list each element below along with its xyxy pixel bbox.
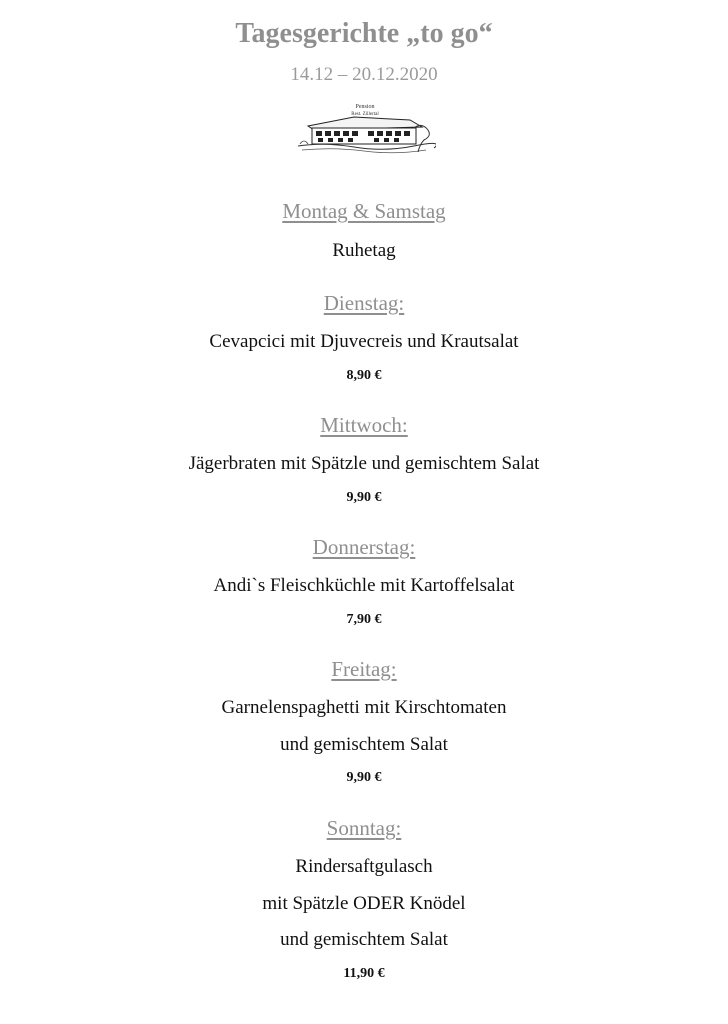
logo-text-line-2: Rest. Zillertal xyxy=(351,112,379,117)
day-heading-friday: Freitag: xyxy=(331,657,397,681)
price-sunday: 11,90 € xyxy=(343,966,385,981)
day-heading-thursday: Donnerstag: xyxy=(312,535,416,559)
date-range: 14.12 – 20.12.2020 xyxy=(290,64,438,85)
dish-line: und gemischtem Salat xyxy=(280,734,448,755)
day-heading-wednesday: Mittwoch: xyxy=(320,413,408,437)
day-heading-tuesday: Dienstag: xyxy=(323,291,405,315)
page-title: Tagesgerichte „to go“ xyxy=(235,18,493,49)
dish-line: Rindersaftgulasch xyxy=(295,856,433,877)
dish-line: Andi`s Fleischküchle mit Kartoffelsalat xyxy=(213,575,515,596)
price-friday: 9,90 € xyxy=(346,770,382,785)
price-tuesday: 8,90 € xyxy=(346,368,382,383)
restaurant-logo xyxy=(294,100,436,158)
price-wednesday: 9,90 € xyxy=(346,490,382,505)
dish-line: Ruhetag xyxy=(332,240,396,261)
dish-line: mit Spätzle ODER Knödel xyxy=(262,893,466,914)
dish-line: Garnelenspaghetti mit Kirschtomaten xyxy=(221,697,507,718)
day-heading-sunday: Sonntag: xyxy=(326,816,402,840)
day-heading-monday-saturday: Montag & Samstag xyxy=(282,199,446,223)
dish-line: Cevapcici mit Djuvecreis und Krautsalat xyxy=(209,331,519,352)
logo-text-line-1: Pension xyxy=(355,104,375,110)
price-thursday: 7,90 € xyxy=(346,612,382,627)
dish-line: Jägerbraten mit Spätzle und gemischtem Salat xyxy=(188,453,540,474)
dish-line: und gemischtem Salat xyxy=(280,929,448,950)
restaurant-building-sketch xyxy=(294,100,436,158)
